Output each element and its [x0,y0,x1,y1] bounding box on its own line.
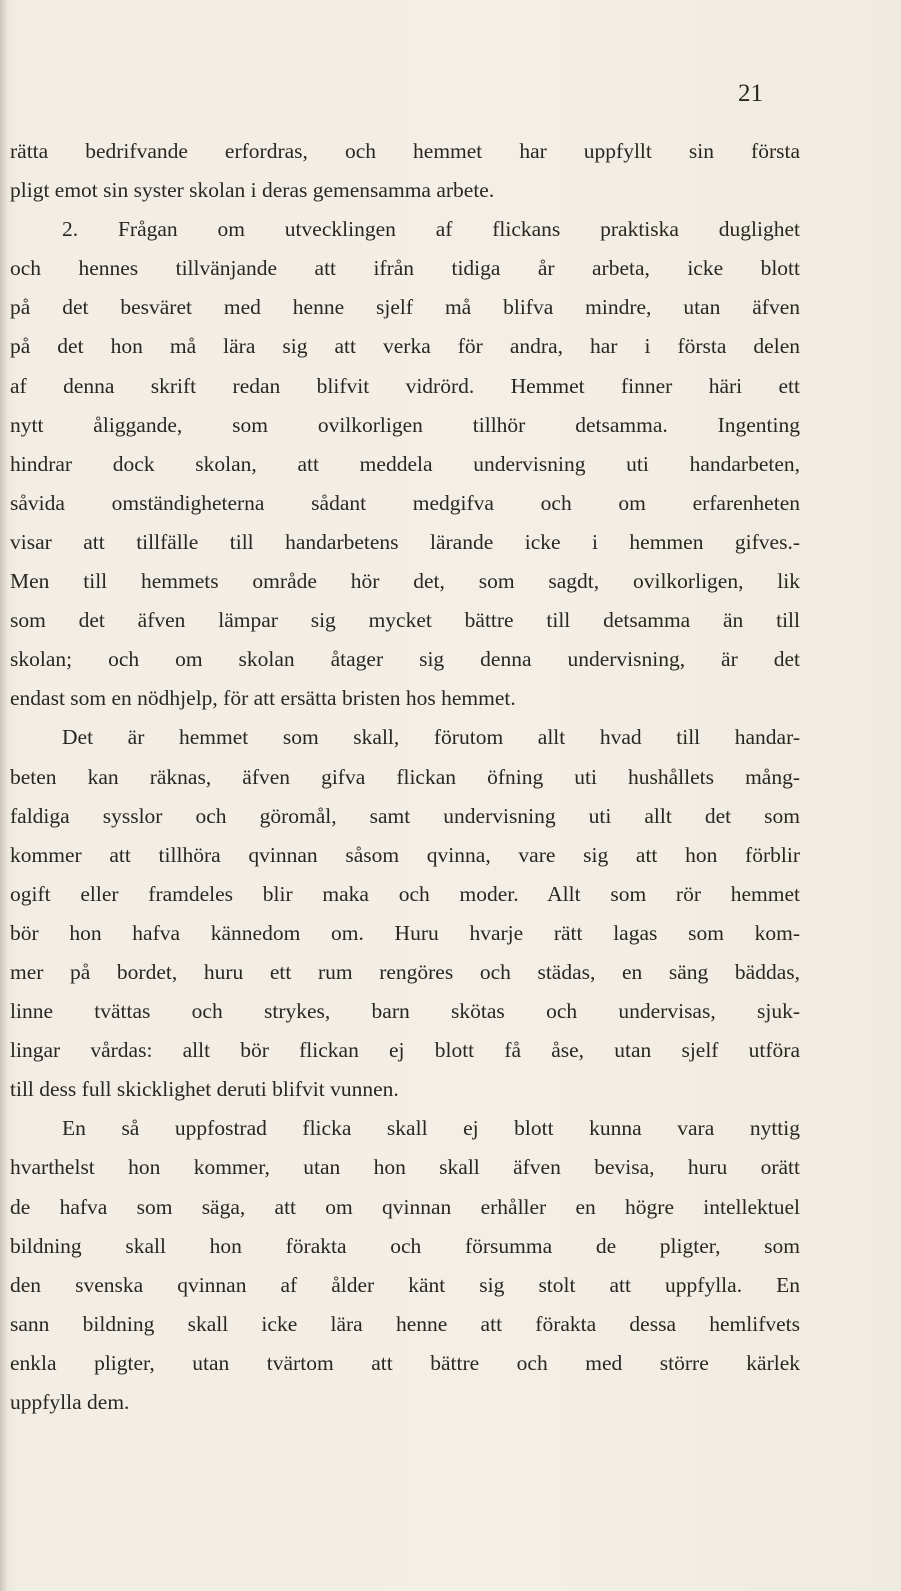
text-line: nytt åliggande, som ovilkorligen tillhör detsamma. Ingenting [10,412,800,437]
page-edge-shadow [0,0,8,1591]
text-line: de hafva som säga, att om qvinnan erhåller en högre intellektuel [10,1194,800,1219]
text-line: faldiga sysslor och göromål, samt undervisning uti allt det som [10,803,800,828]
text-line: linne tvättas och strykes, barn skötas och undervisas, sjuk- [10,999,800,1024]
text-line: En så uppfostrad flicka skall ej blott kunna vara nyttig [62,1116,800,1141]
text-line: lingar vårdas: allt bör flickan ej blott få åse, utan sjelf utföra [10,1038,800,1063]
body-text [10,132,800,1422]
text-line: ogift eller framdeles blir maka och moder. Allt som rör hemmet [10,881,800,906]
text-line: och hennes tillvänjande att ifrån tidiga år arbeta, icke blott [10,256,800,281]
text-line: på det hon må lära sig att verka för andra, har i första delen [10,334,800,359]
text-line: mer på bordet, huru ett rum rengöres och städas, en säng bäddas, [10,959,800,984]
text-line: beten kan räknas, äfven gifva flickan öfning uti hushållets mång- [10,764,800,789]
text-line: bildning skall hon förakta och försumma de pligter, som [10,1233,800,1258]
text-line: på det besväret med henne sjelf må blifva mindre, utan äfven [10,295,800,320]
text-line: endast som en nödhjelp, för att ersätta bristen hos hemmet. [10,686,516,711]
text-line: kommer att tillhöra qvinnan såsom qvinna, vare sig att hon förblir [10,842,800,867]
text-line: till dess full skicklighet deruti blifvit vunnen. [10,1077,399,1102]
text-line: enkla pligter, utan tvärtom att bättre och med större kärlek [10,1350,800,1375]
text-line: hvarthelst hon kommer, utan hon skall äfven bevisa, huru orätt [10,1155,800,1180]
text-line: Men till hemmets område hör det, som sagdt, ovilkorligen, lik [10,569,800,594]
text-line: skolan; och om skolan åtager sig denna undervisning, är det [10,647,800,672]
text-line: rätta bedrifvande erfordras, och hemmet har uppfyllt sin första [10,139,800,163]
page-number: 21 [738,80,763,107]
text-line: 2. Frågan om utvecklingen af flickans praktiska duglighet [62,217,800,242]
text-line: Det är hemmet som skall, förutom allt hvad till handar- [62,725,800,750]
text-line: uppfylla dem. [10,1390,130,1414]
text-line: af denna skrift redan blifvit vidrörd. Hemmet finner häri ett [10,373,800,398]
text-line: hindrar dock skolan, att meddela undervisning uti handarbeten, [10,451,800,476]
text-line: såvida omständigheterna sådant medgifva och om erfarenheten [10,490,800,515]
text-line: visar att tillfälle till handarbetens lärande icke i hemmen gifves.- [10,529,800,554]
text-line: pligt emot sin syster skolan i deras gemensamma arbete. [10,178,495,203]
text-line: sann bildning skall icke lära henne att förakta dessa hemlifvets [10,1311,800,1336]
text-line: den svenska qvinnan af ålder känt sig stolt att uppfylla. En [10,1272,800,1297]
text-line: bör hon hafva kännedom om. Huru hvarje rätt lagas som kom- [10,920,800,945]
text-line: som det äfven lämpar sig mycket bättre till detsamma än till [10,608,800,633]
